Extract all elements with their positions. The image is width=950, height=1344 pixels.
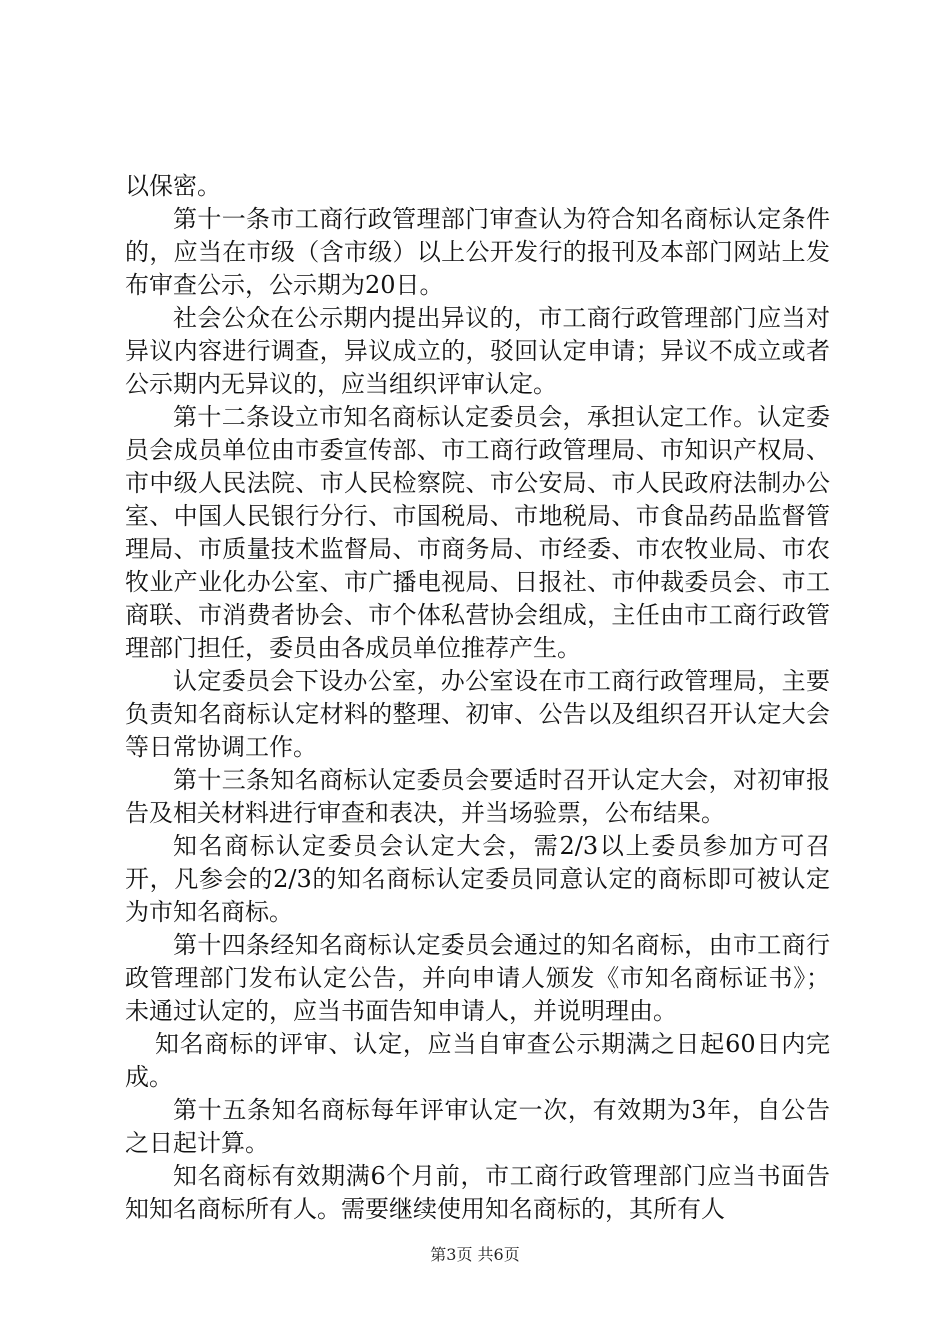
paragraph-committee-office: 认定委员会下设办公室，办公室设在市工商行政管理局，主要负责知名商标认定材料的整理、初审、公告以及组织召开认定大会等日常协调工作。 [125,667,830,761]
paragraph-expiry-notice: 知名商标有效期满6个月前，市工商行政管理部门应当书面告知知名商标所有人。需要继续使用知名商标的，其所有人 [125,1162,830,1223]
paragraph-article-14: 第十四条经知名商标认定委员会通过的知名商标，由市工商行政管理部门发布认定公告，并向申请人颁发《市知名商标证书》；未通过认定的，应当书面告知申请人，并说明理由。 [125,931,830,1025]
paragraph-article-11: 第十一条市工商行政管理部门审查认为符合知名商标认定条件的，应当在市级（含市级）以上公开发行的报刊及本部门网站上发布审查公示，公示期为20日。 [125,205,830,299]
paragraph-article-15: 第十五条知名商标每年评审认定一次，有效期为3年，自公告之日起计算。 [125,1096,830,1157]
paragraph-continuation: 以保密。 [125,172,221,200]
paragraph-article-13: 第十三条知名商标认定委员会要适时召开认定大会，对初审报告及相关材料进行审查和表决，并当场验票，公布结果。 [125,766,830,827]
paragraph-quorum: 知名商标认定委员会认定大会，需2/3以上委员参加方可召开，凡参会的2/3的知名商标认定委员同意认定的商标即可被认定为市知名商标。 [125,832,830,926]
paragraph-objection: 社会公众在公示期内提出异议的，市工商行政管理部门应当对异议内容进行调查，异议成立的，驳回认定申请；异议不成立或者公示期内无异议的，应当组织评审认定。 [125,304,830,398]
page-number-footer: 第3页 共6页 [430,1245,520,1264]
paragraph-review-deadline: 知名商标的评审、认定，应当自审查公示期满之日起60日内完成。 [125,1030,830,1091]
document-body [125,170,830,1226]
paragraph-article-12: 第十二条设立市知名商标认定委员会，承担认定工作。认定委员会成员单位由市委宣传部、市工商行政管理局、市知识产权局、市中级人民法院、市人民检察院、市公安局、市人民政府法制办公室、中国人民银行分行、市国税局、市地税局、市食品药品监督管理局、市质量技术监督局、市商务局、市经委、市农牧业局、市农牧业产业化办公室、市广播电视局、日报社、市仲裁委员会、市工商联、市消费者协会、市个体私营协会组成，主任由市工商行政管理部门担任，委员由各成员单位推荐产生。 [125,403,830,662]
